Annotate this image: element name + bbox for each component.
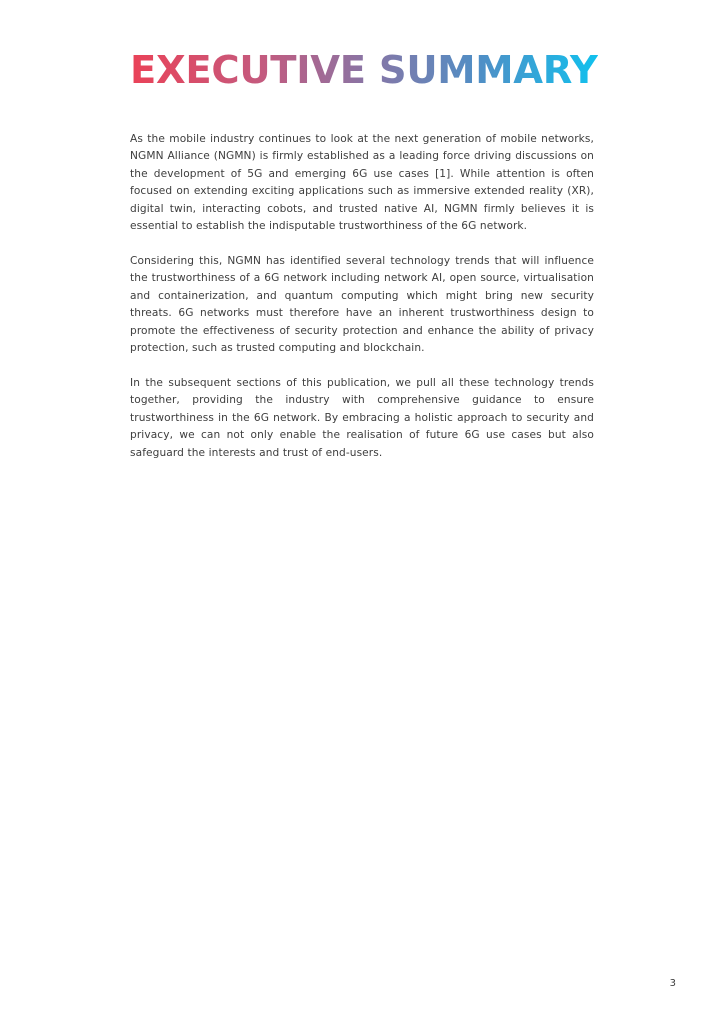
paragraph-conclusion: In the subsequent sections of this publication, we pull all these technology trends together, providing the industry with comprehensive guidance to ensure trustworthiness in the 6G network. By embracing a holistic approach to security and privacy, we can not only enable the realisation of future 6G use cases but also safeguard the interests and trust of end-users.: [130, 376, 594, 459]
paragraph-technology-trends: Considering this, NGMN has identified several technology trends that will influence the trustworthiness of a 6G network including network AI, open source, virtualisation and containerization, and quantum computing which might bring new security threats. 6G networks must therefore have an inherent trustworthiness design to promote the effectiveness of security protection and enhance the ability of privacy protection, such as trusted computing and blockchain.: [130, 254, 594, 354]
page-number: 3: [669, 978, 676, 989]
paragraph-intro: As the mobile industry continues to look at the next generation of mobile networks, NGMN Alliance (NGMN) is firmly established as a leading force driving discussions on the development of 5G and emerging 6G use cases [1]. While attention is often focused on extending exciting applications such as immersive extended reality (XR), digital twin, interacting cobots, and trusted native AI, NGMN firmly believes it is essential to establish the indisputable trustworthiness of the 6G network.: [130, 133, 594, 233]
body-text: [130, 131, 594, 479]
page-title: EXECUTIVE SUMMARY: [130, 48, 598, 93]
